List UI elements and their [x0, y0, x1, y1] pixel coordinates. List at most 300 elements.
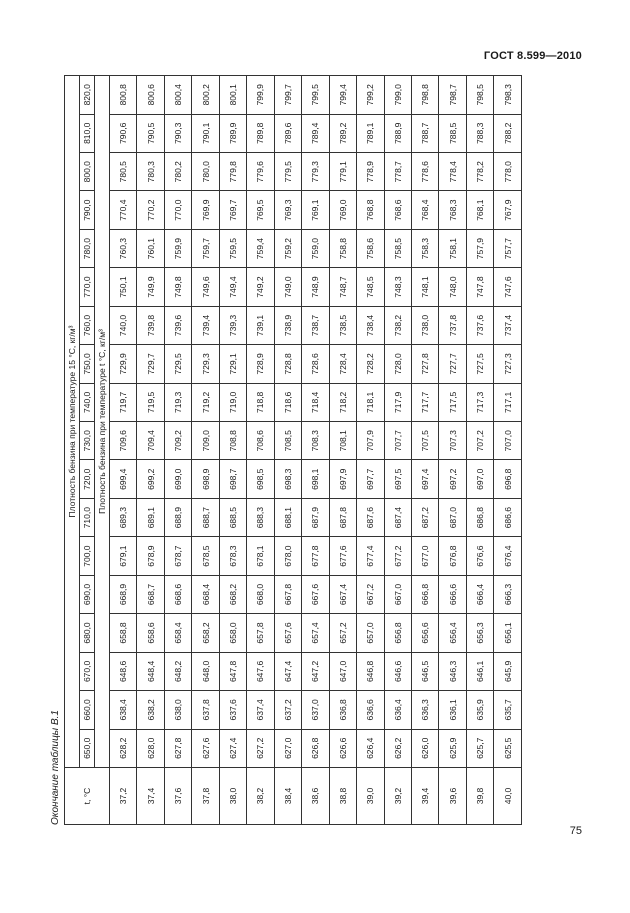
- density-value-cell: 627,6: [192, 729, 219, 767]
- density-value-cell: 727,5: [466, 345, 493, 383]
- density-value-cell: 800,4: [164, 76, 191, 115]
- density-value-cell: 748,3: [384, 268, 411, 306]
- density-value-cell: 637,0: [302, 691, 329, 729]
- density-value-cell: 798,5: [466, 76, 493, 115]
- density-header-cell: 680,0: [80, 614, 95, 652]
- density-value-cell: 625,7: [466, 729, 493, 767]
- density-value-cell: 677,2: [384, 537, 411, 575]
- density-value-cell: 788,7: [411, 114, 438, 152]
- density-value-cell: 656,3: [466, 614, 493, 652]
- density-value-cell: 658,4: [164, 614, 191, 652]
- density-value-cell: 668,7: [137, 575, 164, 613]
- density-value-cell: 709,2: [164, 422, 191, 460]
- density-value-cell: 769,5: [247, 191, 274, 229]
- density-value-cell: 789,1: [357, 114, 384, 152]
- density-value-cell: 779,5: [274, 153, 301, 191]
- density-value-cell: 768,8: [357, 191, 384, 229]
- density-value-cell: 728,2: [357, 345, 384, 383]
- density-value-cell: 748,0: [439, 268, 466, 306]
- density-value-cell: 799,7: [274, 76, 301, 115]
- density-value-cell: 657,0: [357, 614, 384, 652]
- density-value-cell: 727,3: [494, 345, 522, 383]
- corner-header: t, °C: [65, 768, 110, 825]
- density-value-cell: 667,2: [357, 575, 384, 613]
- density-value-cell: 789,2: [329, 114, 356, 152]
- density-value-cell: 738,2: [384, 306, 411, 344]
- density-value-cell: 780,0: [192, 153, 219, 191]
- density-value-cell: 759,9: [164, 229, 191, 267]
- table-row: [164, 76, 191, 825]
- density-value-cell: 678,1: [247, 537, 274, 575]
- density-header-cell: 790,0: [80, 191, 95, 229]
- density-value-cell: 668,4: [192, 575, 219, 613]
- density-value-cell: 667,8: [274, 575, 301, 613]
- density-value-cell: 656,6: [411, 614, 438, 652]
- density-value-cell: 709,6: [110, 422, 137, 460]
- density-value-cell: 709,0: [192, 422, 219, 460]
- density-value-cell: 729,5: [164, 345, 191, 383]
- density-value-cell: 769,0: [329, 191, 356, 229]
- density-value-cell: 637,8: [192, 691, 219, 729]
- density-value-cell: 748,5: [357, 268, 384, 306]
- density-value-cell: 759,7: [192, 229, 219, 267]
- density-value-cell: 667,4: [329, 575, 356, 613]
- density-value-cell: 687,4: [384, 498, 411, 536]
- density-value-cell: 778,6: [411, 153, 438, 191]
- density-value-cell: 758,6: [357, 229, 384, 267]
- density-value-cell: 709,4: [137, 422, 164, 460]
- span-header-top: Плотность бензина при температуре 15 °С, кг/м³: [65, 76, 80, 768]
- density-value-cell: 788,2: [494, 114, 522, 152]
- density-value-cell: 707,3: [439, 422, 466, 460]
- table-row: [137, 76, 164, 825]
- density-value-cell: 668,9: [110, 575, 137, 613]
- density-value-cell: 769,9: [192, 191, 219, 229]
- density-value-cell: 627,4: [219, 729, 246, 767]
- density-value-cell: 657,4: [302, 614, 329, 652]
- temperature-cell: 38,6: [302, 768, 329, 825]
- density-value-cell: 757,7: [494, 229, 522, 267]
- density-header-cell: 720,0: [80, 460, 95, 498]
- header-row-top: [65, 76, 80, 825]
- temperature-cell: 37,6: [164, 768, 191, 825]
- density-value-cell: 790,3: [164, 114, 191, 152]
- density-value-cell: 627,2: [247, 729, 274, 767]
- density-value-cell: 728,9: [247, 345, 274, 383]
- density-value-cell: 697,7: [357, 460, 384, 498]
- density-value-cell: 627,0: [274, 729, 301, 767]
- density-value-cell: 688,7: [192, 498, 219, 536]
- temperature-cell: 37,4: [137, 768, 164, 825]
- density-value-cell: 697,2: [439, 460, 466, 498]
- temperature-cell: 38,0: [219, 768, 246, 825]
- density-value-cell: 749,2: [247, 268, 274, 306]
- density-value-cell: 800,2: [192, 76, 219, 115]
- density-value-cell: 699,2: [137, 460, 164, 498]
- density-value-cell: 769,3: [274, 191, 301, 229]
- density-value-cell: 799,5: [302, 76, 329, 115]
- density-value-cell: 718,4: [302, 383, 329, 421]
- density-value-cell: 718,2: [329, 383, 356, 421]
- density-value-cell: 627,8: [164, 729, 191, 767]
- density-value-cell: 677,4: [357, 537, 384, 575]
- density-value-cell: 707,2: [466, 422, 493, 460]
- density-value-cell: 678,7: [164, 537, 191, 575]
- temperature-cell: 38,4: [274, 768, 301, 825]
- density-value-cell: 686,8: [466, 498, 493, 536]
- density-value-cell: 788,5: [439, 114, 466, 152]
- density-value-cell: 698,5: [247, 460, 274, 498]
- density-value-cell: 699,0: [164, 460, 191, 498]
- density-value-cell: 688,1: [274, 498, 301, 536]
- density-value-cell: 739,4: [192, 306, 219, 344]
- density-value-cell: 637,6: [219, 691, 246, 729]
- density-value-cell: 738,9: [274, 306, 301, 344]
- density-value-cell: 739,8: [137, 306, 164, 344]
- density-value-cell: 759,2: [274, 229, 301, 267]
- density-value-cell: 719,0: [219, 383, 246, 421]
- temperature-cell: 39,4: [411, 768, 438, 825]
- density-value-cell: 719,3: [164, 383, 191, 421]
- density-value-cell: 799,2: [357, 76, 384, 115]
- density-value-cell: 707,0: [494, 422, 522, 460]
- span-header-bottom: Плотность бензина при температуре t °С, кг/м³: [95, 76, 110, 768]
- density-value-cell: 798,7: [439, 76, 466, 115]
- density-value-cell: 668,2: [219, 575, 246, 613]
- table-body: [110, 76, 522, 825]
- density-value-cell: 666,3: [494, 575, 522, 613]
- density-value-cell: 646,8: [357, 652, 384, 690]
- density-value-cell: 687,8: [329, 498, 356, 536]
- temperature-cell: 38,8: [329, 768, 356, 825]
- table-row: [192, 76, 219, 825]
- density-header-cell: 800,0: [80, 153, 95, 191]
- density-value-cell: 779,3: [302, 153, 329, 191]
- density-value-cell: 708,5: [274, 422, 301, 460]
- density-value-cell: 637,4: [247, 691, 274, 729]
- table-row: [494, 76, 522, 825]
- density-header-cell: 750,0: [80, 345, 95, 383]
- density-value-cell: 646,5: [411, 652, 438, 690]
- table-row: [247, 76, 274, 825]
- density-value-cell: 727,7: [439, 345, 466, 383]
- density-value-cell: 689,3: [110, 498, 137, 536]
- density-value-cell: 696,8: [494, 460, 522, 498]
- density-value-cell: 626,2: [384, 729, 411, 767]
- temperature-cell: 39,2: [384, 768, 411, 825]
- header-row-bottom: [95, 76, 110, 825]
- density-header-row: [80, 76, 95, 825]
- temperature-cell: 37,8: [192, 768, 219, 825]
- density-value-cell: 800,8: [110, 76, 137, 115]
- density-value-cell: 728,0: [384, 345, 411, 383]
- density-value-cell: 757,9: [466, 229, 493, 267]
- temperature-cell: 39,8: [466, 768, 493, 825]
- density-value-cell: 648,6: [110, 652, 137, 690]
- document-header: ГОСТ 8.599—2010: [483, 50, 582, 62]
- density-header-cell: 780,0: [80, 229, 95, 267]
- density-value-cell: 635,9: [466, 691, 493, 729]
- density-value-cell: 645,9: [494, 652, 522, 690]
- density-value-cell: 737,8: [439, 306, 466, 344]
- density-value-cell: 718,6: [274, 383, 301, 421]
- density-value-cell: 747,8: [466, 268, 493, 306]
- density-header-cell: 700,0: [80, 537, 95, 575]
- density-value-cell: 647,2: [302, 652, 329, 690]
- density-value-cell: 737,4: [494, 306, 522, 344]
- density-value-cell: 728,4: [329, 345, 356, 383]
- density-value-cell: 739,3: [219, 306, 246, 344]
- density-value-cell: 799,0: [384, 76, 411, 115]
- density-value-cell: 798,8: [411, 76, 438, 115]
- density-value-cell: 625,5: [494, 729, 522, 767]
- density-value-cell: 646,6: [384, 652, 411, 690]
- density-value-cell: 707,5: [411, 422, 438, 460]
- density-value-cell: 666,4: [466, 575, 493, 613]
- table-row: [219, 76, 246, 825]
- density-value-cell: 800,6: [137, 76, 164, 115]
- density-value-cell: 749,0: [274, 268, 301, 306]
- density-header-cell: 760,0: [80, 306, 95, 344]
- density-value-cell: 717,5: [439, 383, 466, 421]
- density-value-cell: 799,4: [329, 76, 356, 115]
- density-value-cell: 729,9: [110, 345, 137, 383]
- density-value-cell: 770,2: [137, 191, 164, 229]
- density-value-cell: 658,8: [110, 614, 137, 652]
- density-value-cell: 789,4: [302, 114, 329, 152]
- density-header-cell: 690,0: [80, 575, 95, 613]
- density-value-cell: 759,0: [302, 229, 329, 267]
- density-value-cell: 748,1: [411, 268, 438, 306]
- density-value-cell: 678,5: [192, 537, 219, 575]
- table-row: [411, 76, 438, 825]
- density-value-cell: 749,8: [164, 268, 191, 306]
- table-row: [302, 76, 329, 825]
- density-value-cell: 788,3: [466, 114, 493, 152]
- density-value-cell: 648,4: [137, 652, 164, 690]
- density-value-cell: 676,4: [494, 537, 522, 575]
- density-value-cell: 729,3: [192, 345, 219, 383]
- density-value-cell: 636,3: [411, 691, 438, 729]
- density-value-cell: 636,1: [439, 691, 466, 729]
- density-value-cell: 728,6: [302, 345, 329, 383]
- density-value-cell: 719,5: [137, 383, 164, 421]
- density-value-cell: 708,3: [302, 422, 329, 460]
- density-value-cell: 698,1: [302, 460, 329, 498]
- density-value-cell: 636,8: [329, 691, 356, 729]
- density-value-cell: 707,9: [357, 422, 384, 460]
- table-row: [466, 76, 493, 825]
- density-value-cell: 758,8: [329, 229, 356, 267]
- density-value-cell: 768,6: [384, 191, 411, 229]
- density-value-cell: 676,8: [439, 537, 466, 575]
- density-value-cell: 658,0: [219, 614, 246, 652]
- density-value-cell: 780,5: [110, 153, 137, 191]
- density-value-cell: 687,2: [411, 498, 438, 536]
- density-value-cell: 718,1: [357, 383, 384, 421]
- density-header-cell: 730,0: [80, 422, 95, 460]
- density-value-cell: 628,0: [137, 729, 164, 767]
- density-value-cell: 767,9: [494, 191, 522, 229]
- density-value-cell: 729,7: [137, 345, 164, 383]
- density-value-cell: 625,9: [439, 729, 466, 767]
- density-value-cell: 679,1: [110, 537, 137, 575]
- density-value-cell: 718,8: [247, 383, 274, 421]
- density-value-cell: 668,0: [247, 575, 274, 613]
- density-value-cell: 678,3: [219, 537, 246, 575]
- density-value-cell: 687,9: [302, 498, 329, 536]
- density-value-cell: 769,1: [302, 191, 329, 229]
- temperature-cell: 37,2: [110, 768, 137, 825]
- density-value-cell: 688,3: [247, 498, 274, 536]
- density-value-cell: 697,9: [329, 460, 356, 498]
- density-value-cell: 656,1: [494, 614, 522, 652]
- density-header-cell: 660,0: [80, 691, 95, 729]
- temperature-cell: 38,2: [247, 768, 274, 825]
- density-value-cell: 759,5: [219, 229, 246, 267]
- density-value-cell: 687,0: [439, 498, 466, 536]
- density-value-cell: 728,8: [274, 345, 301, 383]
- density-value-cell: 778,2: [466, 153, 493, 191]
- rotated-table-block: [50, 75, 525, 825]
- density-value-cell: 749,4: [219, 268, 246, 306]
- density-value-cell: 697,4: [411, 460, 438, 498]
- density-value-cell: 698,3: [274, 460, 301, 498]
- density-value-cell: 750,1: [110, 268, 137, 306]
- density-value-cell: 647,0: [329, 652, 356, 690]
- density-value-cell: 770,4: [110, 191, 137, 229]
- density-value-cell: 790,6: [110, 114, 137, 152]
- density-value-cell: 687,6: [357, 498, 384, 536]
- density-value-cell: 739,1: [247, 306, 274, 344]
- density-header-cell: 740,0: [80, 383, 95, 421]
- density-header-cell: 820,0: [80, 76, 95, 115]
- density-value-cell: 717,1: [494, 383, 522, 421]
- density-value-cell: 780,3: [137, 153, 164, 191]
- density-value-cell: 717,7: [411, 383, 438, 421]
- density-value-cell: 778,7: [384, 153, 411, 191]
- density-value-cell: 760,1: [137, 229, 164, 267]
- density-value-cell: 697,0: [466, 460, 493, 498]
- table-row: [329, 76, 356, 825]
- density-value-cell: 800,1: [219, 76, 246, 115]
- density-value-cell: 779,1: [329, 153, 356, 191]
- density-value-cell: 740,0: [110, 306, 137, 344]
- density-value-cell: 727,8: [411, 345, 438, 383]
- density-value-cell: 676,6: [466, 537, 493, 575]
- density-value-cell: 677,0: [411, 537, 438, 575]
- density-value-cell: 778,0: [494, 153, 522, 191]
- density-value-cell: 699,4: [110, 460, 137, 498]
- density-value-cell: 636,4: [384, 691, 411, 729]
- density-value-cell: 688,5: [219, 498, 246, 536]
- density-value-cell: 707,7: [384, 422, 411, 460]
- density-value-cell: 697,5: [384, 460, 411, 498]
- density-value-cell: 698,9: [192, 460, 219, 498]
- density-value-cell: 768,4: [411, 191, 438, 229]
- density-value-cell: 739,6: [164, 306, 191, 344]
- density-header-cell: 710,0: [80, 498, 95, 536]
- density-value-cell: 626,0: [411, 729, 438, 767]
- density-value-cell: 647,4: [274, 652, 301, 690]
- density-value-cell: 678,0: [274, 537, 301, 575]
- density-value-cell: 666,6: [439, 575, 466, 613]
- density-value-cell: 689,1: [137, 498, 164, 536]
- density-value-cell: 768,1: [466, 191, 493, 229]
- density-header-cell: 670,0: [80, 652, 95, 690]
- density-header-cell: 650,0: [80, 729, 95, 767]
- density-value-cell: 748,7: [329, 268, 356, 306]
- density-value-cell: 779,6: [247, 153, 274, 191]
- density-value-cell: 788,9: [384, 114, 411, 152]
- density-value-cell: 678,9: [137, 537, 164, 575]
- density-table: [64, 75, 522, 825]
- density-value-cell: 646,3: [439, 652, 466, 690]
- density-value-cell: 798,3: [494, 76, 522, 115]
- density-value-cell: 737,6: [466, 306, 493, 344]
- density-value-cell: 778,9: [357, 153, 384, 191]
- density-value-cell: 780,2: [164, 153, 191, 191]
- density-value-cell: 668,6: [164, 575, 191, 613]
- density-value-cell: 638,4: [110, 691, 137, 729]
- density-value-cell: 760,3: [110, 229, 137, 267]
- density-value-cell: 698,7: [219, 460, 246, 498]
- density-value-cell: 638,2: [137, 691, 164, 729]
- density-value-cell: 738,7: [302, 306, 329, 344]
- table-row: [439, 76, 466, 825]
- density-value-cell: 637,2: [274, 691, 301, 729]
- density-value-cell: 738,5: [329, 306, 356, 344]
- density-value-cell: 647,8: [219, 652, 246, 690]
- density-value-cell: 657,6: [274, 614, 301, 652]
- table-row: [357, 76, 384, 825]
- table-caption: Окончание таблицы В.1: [50, 710, 61, 825]
- density-value-cell: 768,3: [439, 191, 466, 229]
- density-value-cell: 647,6: [247, 652, 274, 690]
- density-value-cell: 747,6: [494, 268, 522, 306]
- density-value-cell: 667,6: [302, 575, 329, 613]
- density-value-cell: 749,9: [137, 268, 164, 306]
- density-value-cell: 717,3: [466, 383, 493, 421]
- density-value-cell: 666,8: [411, 575, 438, 613]
- density-value-cell: 648,0: [192, 652, 219, 690]
- density-value-cell: 656,4: [439, 614, 466, 652]
- density-value-cell: 628,2: [110, 729, 137, 767]
- density-value-cell: 758,1: [439, 229, 466, 267]
- density-value-cell: 708,1: [329, 422, 356, 460]
- density-value-cell: 638,0: [164, 691, 191, 729]
- density-value-cell: 658,2: [192, 614, 219, 652]
- density-value-cell: 758,5: [384, 229, 411, 267]
- density-value-cell: 749,6: [192, 268, 219, 306]
- density-value-cell: 626,4: [357, 729, 384, 767]
- density-value-cell: 769,7: [219, 191, 246, 229]
- density-value-cell: 759,4: [247, 229, 274, 267]
- density-value-cell: 758,3: [411, 229, 438, 267]
- density-value-cell: 626,8: [302, 729, 329, 767]
- temperature-cell: 39,0: [357, 768, 384, 825]
- density-value-cell: 636,6: [357, 691, 384, 729]
- density-value-cell: 686,6: [494, 498, 522, 536]
- density-value-cell: 789,8: [247, 114, 274, 152]
- table-row: [384, 76, 411, 825]
- density-value-cell: 719,2: [192, 383, 219, 421]
- table-row: [274, 76, 301, 825]
- density-header-cell: 770,0: [80, 268, 95, 306]
- density-value-cell: 646,1: [466, 652, 493, 690]
- density-value-cell: 677,8: [302, 537, 329, 575]
- density-value-cell: 708,8: [219, 422, 246, 460]
